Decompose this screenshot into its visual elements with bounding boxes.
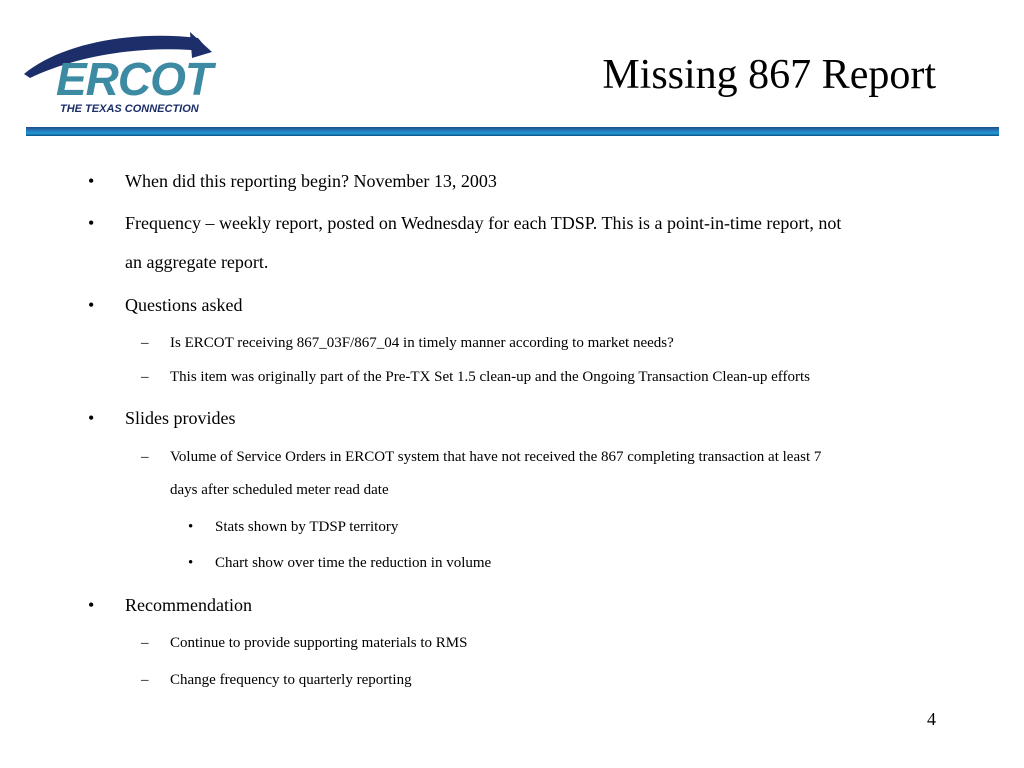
sub-sub-bullet-marker: • — [188, 555, 194, 571]
sub-bullet-marker: – — [141, 449, 149, 465]
sub-bullet-marker: – — [141, 369, 149, 385]
bullet-marker: • — [88, 171, 95, 191]
bullet-frequency-line1: Frequency – weekly report, posted on Wednesday for each TDSP. This is a point-in-time report, not — [125, 213, 842, 233]
bullet-slides-provides: Slides provides — [125, 408, 236, 428]
sub-sub-bullet-stats: Stats shown by TDSP territory — [215, 519, 399, 535]
bullet-recommendation: Recommendation — [125, 595, 252, 615]
sub-bullet-change-frequency: Change frequency to quarterly reporting — [170, 672, 412, 688]
sub-sub-bullet-chart: Chart show over time the reduction in volume — [215, 555, 492, 571]
bullet-marker: • — [88, 213, 95, 233]
slide-title: Missing 867 Report — [602, 52, 936, 98]
bullet-marker: • — [88, 408, 95, 428]
sub-bullet-question-2: This item was originally part of the Pre-TX Set 1.5 clean-up and the Ongoing Transaction Clean-up efforts — [170, 369, 811, 385]
sub-bullet-continue: Continue to provide supporting materials to RMS — [170, 635, 468, 651]
logo-wordmark: ERCOT — [56, 53, 212, 105]
sub-bullet-question-1: Is ERCOT receiving 867_03F/867_04 in timely manner according to market needs? — [170, 335, 674, 351]
sub-bullet-volume-line2: days after scheduled meter read date — [170, 482, 389, 498]
sub-bullet-marker: – — [141, 635, 149, 651]
bullet-marker: • — [88, 595, 95, 615]
bullet-report-begin: When did this reporting begin? November 13, 2003 — [125, 171, 497, 191]
bullet-questions-asked: Questions asked — [125, 295, 243, 315]
sub-bullet-marker: – — [141, 672, 149, 688]
bullet-marker: • — [88, 295, 95, 315]
sub-bullet-volume-line1: Volume of Service Orders in ERCOT system that have not received the 867 completing transaction at least 7 — [170, 449, 822, 465]
page-number: 4 — [927, 709, 936, 729]
sub-bullet-marker: – — [141, 335, 149, 351]
bullet-frequency-line2: an aggregate report. — [125, 252, 269, 272]
sub-sub-bullet-marker: • — [188, 519, 194, 535]
logo-tagline: THE TEXAS CONNECTION — [60, 103, 199, 115]
